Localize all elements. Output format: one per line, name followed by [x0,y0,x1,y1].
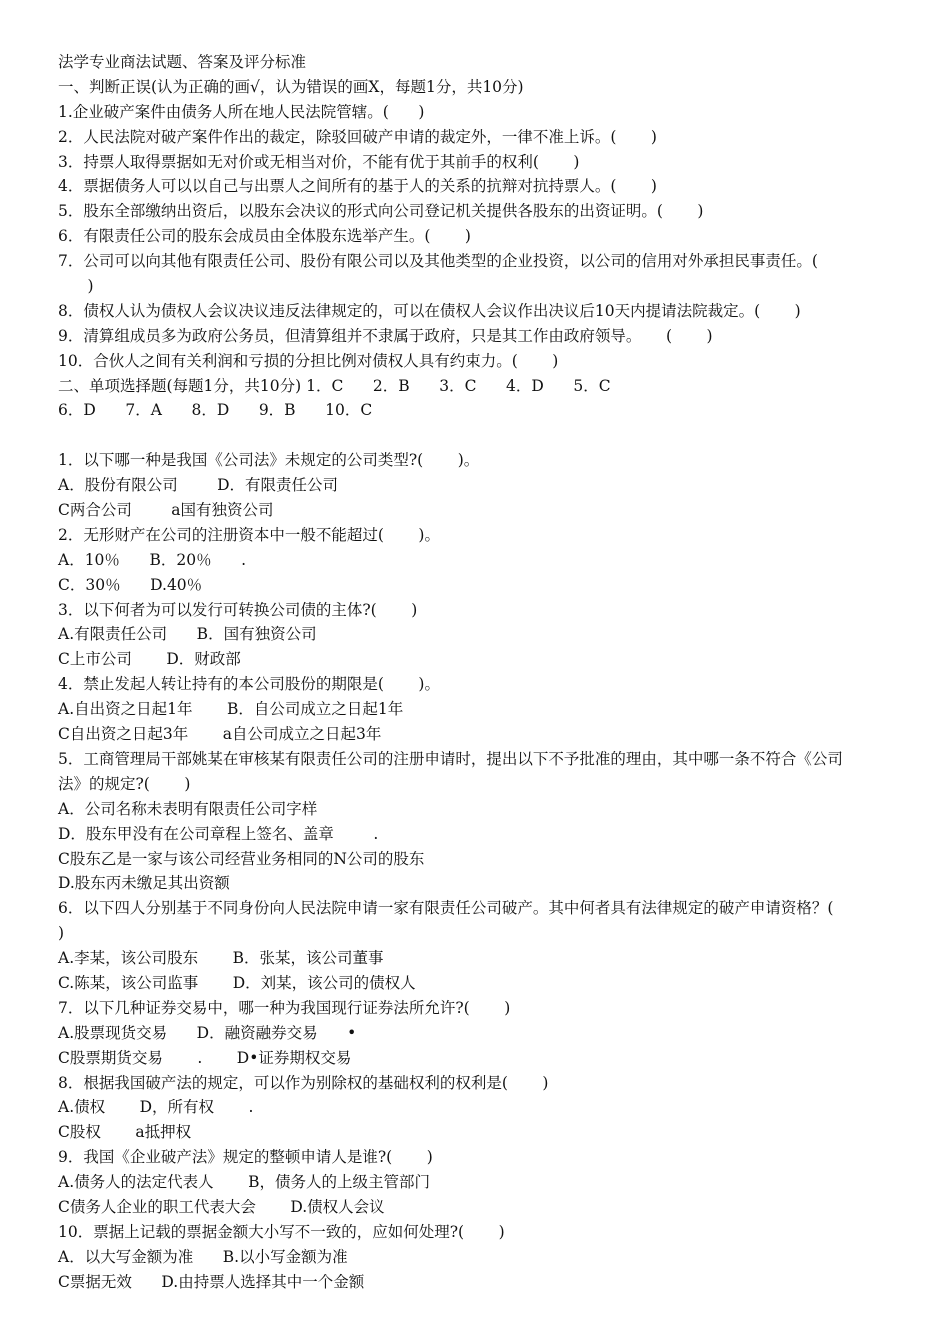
question-line: 5．工商管理局干部姚某在审核某有限责任公司的注册申请时，提出以下不予批准的理由，其中哪一条不符合《公司 [58,749,843,768]
question-line: 法》的规定?( ) [58,774,191,793]
judge-item: 8．债权人认为债权人会议决议违反法律规定的，可以在债权人会议作出决议后10天内提请法院裁定。( ) [58,301,801,320]
question-line: ) [58,924,65,943]
question-line: 9．我国《企业破产法》规定的整顿申请人是谁?( ) [58,1148,433,1167]
section2-heading: 二、单项选择题(每题1分，共10分) 1．C 2．B 3．C 4．D 5．C [58,376,611,395]
question-line: 4．禁止发起人转让持有的本公司股份的期限是( )。 [58,675,440,694]
question-line: A.有限责任公司 B．国有独资公司 [58,625,317,644]
question-line: 10．票据上记载的票据金额大小写不一致的，应如何处理?( ) [58,1222,505,1241]
judge-item: 1.企业破产案件由债务人所在地人民法院管辖。( ) [58,102,425,121]
question-line: C股权 a抵押权 [58,1123,192,1142]
question-line: 6．以下四人分别基于不同身份向人民法院申请一家有限责任公司破产。其中何者具有法律规定的破产申请资格？( [58,899,834,918]
section1-heading: 一、判断正误(认为正确的画√，认为错误的画X，每题1分，共10分) [58,77,524,96]
question-line: 2．无形财产在公司的注册资本中一般不能超过( )。 [58,525,440,544]
judge-item: 10．合伙人之间有关利润和亏损的分担比例对债权人具有约束力。( ) [58,351,559,370]
question-line: A.股票现货交易 D．融资融券交易 • [58,1023,357,1042]
judge-item: 9．清算组成员多为政府公务员，但清算组并不隶属于政府，只是其工作由政府领导。 ( ) [58,326,713,345]
document-page [58,50,900,1295]
question-line: C两合公司 a国有独资公司 [58,501,274,520]
question-line: A．10％ B．20％ . [58,550,247,569]
question-line: D.股东丙未缴足其出资额 [58,874,230,893]
question-line: C股票期货交易 . D•证券期权交易 [58,1048,352,1067]
question-line: 7．以下几种证券交易中，哪一种为我国现行证券法所允许?( ) [58,998,511,1017]
question-line: C上市公司 D．财政部 [58,650,241,669]
section2-questions [58,448,900,1294]
document-title: 法学专业商法试题、答案及评分标准 [58,53,307,71]
question-line: C股东乙是一家与该公司经营业务相同的N公司的股东 [58,849,425,868]
judge-item: 5．股东全部缴纳出资后，以股东会决议的形式向公司登记机关提供各股东的出资证明。( ) [58,202,704,221]
question-line: A.李某，该公司股东 B．张某，该公司董事 [58,949,384,968]
question-line: C．30％ D.40％ [58,575,203,594]
judge-item: 6．有限责任公司的股东会成员由全体股东选举产生。( ) [58,227,471,246]
judge-item: 2．人民法院对破产案件作出的裁定，除驳回破产申请的裁定外，一律不准上诉。( ) [58,127,657,146]
judge-item: 3．持票人取得票据如无对价或无相当对价，不能有优于其前手的权利( ) [58,152,580,171]
question-line: C债务人企业的职工代表大会 D.债权人会议 [58,1197,385,1216]
question-line: C自出资之日起3年 a自公司成立之日起3年 [58,725,382,744]
judge-item: 7．公司可以向其他有限责任公司、股份有限公司以及其他类型的企业投资，以公司的信用对外承担民事责任。( [58,252,818,271]
spacer [58,423,900,448]
question-line: A．以大写金额为准 B.以小写金额为准 [58,1247,348,1266]
question-line: 1．以下哪一种是我国《公司法》未规定的公司类型?( )。 [58,451,480,470]
judge-item-continuation: ) [58,277,94,296]
question-line: C票据无效 D.由持票人选择其中一个金额 [58,1272,365,1291]
question-line: C.陈某，该公司监事 D．刘某，该公司的债权人 [58,973,416,992]
judge-item: 4．票据债务人可以以自己与出票人之间所有的基于人的关系的抗辩对抗持票人。( ) [58,177,657,196]
question-line: 3．以下何者为可以发行可转换公司债的主体?( ) [58,600,418,619]
question-line: A.债权 D，所有权 . [58,1098,254,1117]
section1-items [58,100,900,374]
question-line: A．股份有限公司 D．有限责任公司 [58,476,339,495]
section2-answers: 6．D 7．A 8．D 9．B 10．C [58,401,373,420]
question-line: A．公司名称未表明有限责任公司字样 [58,799,318,818]
question-line: A.自出资之日起1年 B．自公司成立之日起1年 [58,700,404,719]
question-line: 8．根据我国破产法的规定，可以作为别除权的基础权利的权利是( ) [58,1073,549,1092]
question-line: A.债务人的法定代表人 B，债务人的上级主管部门 [58,1173,431,1192]
question-line: D．股东甲没有在公司章程上签名、盖章 . [58,824,379,843]
